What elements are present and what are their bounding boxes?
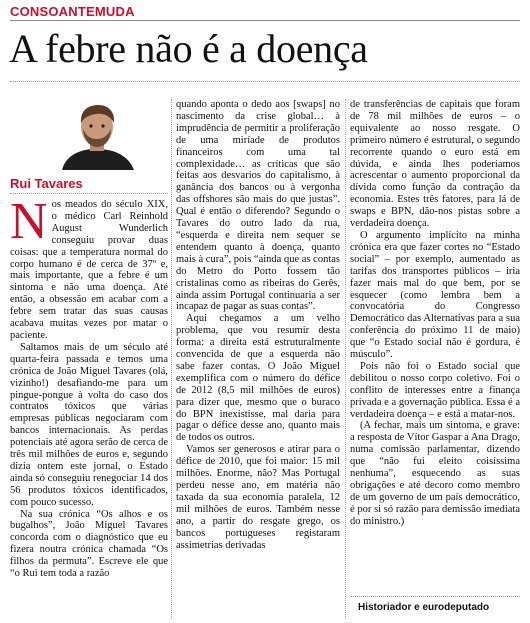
headline-rule bbox=[10, 81, 520, 82]
paragraph: (A fechar, mais um sintoma, e grave: a resposta de Vítor Gaspar a Ana Drago, numa comissão parlamentar, dizendo que “não fui eleito coisíssima nenhuma”, esquecendo as suas obrigações e até decoro como membro de um governo de um país democrático, é por si só razão para demissão imediata do ministro.) bbox=[350, 420, 520, 527]
dropcap: N bbox=[10, 193, 48, 250]
article-column-2 bbox=[176, 99, 340, 619]
article-column-1 bbox=[10, 193, 168, 619]
paragraph: Vamos ser generosos e atirar para o défice de 2010, que foi maior: 15 mil milhões. Enorme, não? Mas Portugal perdeu nesse ano, em matéria não taxada da sua economia paralela, 12 mil milhões de euros. Também nesse ano, a partir do resgate grego, os bancos portugueses registaram assimetrias derivadas bbox=[176, 444, 340, 551]
paragraph: Aqui chegamos a um velho problema, que vou resumir desta forma: a direita está estruturalmente convencida de que a esquerda não sabe fazer contas. O João Miguel exemplifica com o número do défice de 2012 (8,5 mil milhões de euros) para dizer que, mesmo que o buraco do BPN inexistisse, mal daria para pagar o défice desse ano, quanto mais de todos os outros. bbox=[176, 313, 340, 444]
paragraph: Na sua crónica “Os alhos e os bugalhos”, João Miguel Tavares concorda com o diagnóstico que eu fizera noutra crónica chamada “Os filhos da permuta”. Escreve ele que “o Rui tem toda a razão bbox=[10, 508, 168, 580]
author-name: Rui Tavares bbox=[10, 176, 83, 191]
author-role: Historiador e eurodeputado bbox=[358, 602, 490, 613]
paragraph: O argumento implícito na minha crónica era que fazer cortes no “Estado social” – por exemplo, aumentado as tarifas dos transportes públicos – iria fazer mais mal do que bem, por se esquecer (como lembra bem a convocatória do Congresso Democrático das Alternativas para a sua conferência do próximo 11 de maio) que “o Estado social não é gordura, é músculo”. bbox=[350, 229, 520, 361]
author-photo bbox=[10, 99, 168, 170]
section-label: CONSOANTEMUDA bbox=[10, 4, 135, 19]
column-divider bbox=[345, 99, 346, 619]
paragraph: Nos meados do século XIX, o médico Carl Reinhold August Wunderlich conseguiu provar duas coisas: que a temperatura normal do corpo humano é de cerca de 37º e, mais importante, que a febre é um sintoma e não uma doença. Até então, a obsessão em acabar com a febre sem tratar das suas causas acabava muitas vezes por matar o paciente. bbox=[10, 193, 168, 341]
paragraph: quando aponta o dedo aos [swaps] no nascimento da crise global… à imprudência de permitir a proliferação de uma miríade de produtos financeiros com uma tal complexidade… as críticas que são feitas aos desvarios do capitalismo, à ganância dos bancos ou à vergonha das offshores são mais do que justas”. Qual é então o diferendo? Segundo o Tavares do outro lado da rua, “esquerda e direita nem sequer se entendem quanto à doença, quanto mais à cura”, pois “ainda que as contas do Metro do Porto fossem tão cristalinas como as ribeiras do Gerês, ainda assim Portugal continuaria a ser incapaz de pagar as suas contas”. bbox=[176, 99, 340, 313]
column-divider bbox=[171, 99, 172, 619]
signature-rule bbox=[350, 596, 520, 597]
article-column-3 bbox=[350, 99, 520, 619]
headline: A febre não é a doença bbox=[9, 26, 368, 71]
paragraph: Pois não foi o Estado social que debilitou o nosso corpo coletivo. Foi o conflito de interesses entre a finança privada e a governação pública. Essa é a verdadeira doença – e está a matar-nos. bbox=[350, 360, 520, 420]
paragraph: Saltamos mais de um século até quarta-feira passada e temos uma crónica de João Miguel Tavares (olá, vizinho!) desafiando-me para um pingue-pongue à volta do caso dos contratos tóxicos que várias empresas públicas negociaram com bancos internacionais. As perdas potenciais até agora serão de cerca de três mil milhões de euros e, segundo dizia ontem este jornal, o Estado ainda só conseguiu renegociar 14 dos 56 produtos tóxicos identificados, com pouco sucesso. bbox=[10, 341, 168, 508]
top-rule bbox=[10, 20, 520, 21]
paragraph: de transferências de capitais que foram de 78 mil milhões de euros – o equivalente ao nosso resgate. O primeiro número é estrutural, o segundo recorrente quando o euro está em dúvida, e ainda lhes poderíamos acrescentar o aumento proporcional da dívida como função da contração da economia. Estes três fatores, para lá de swaps e BPN, dão-nos pistas sobre a verdadeira doença. bbox=[350, 99, 520, 230]
author-portrait-icon bbox=[10, 99, 168, 170]
